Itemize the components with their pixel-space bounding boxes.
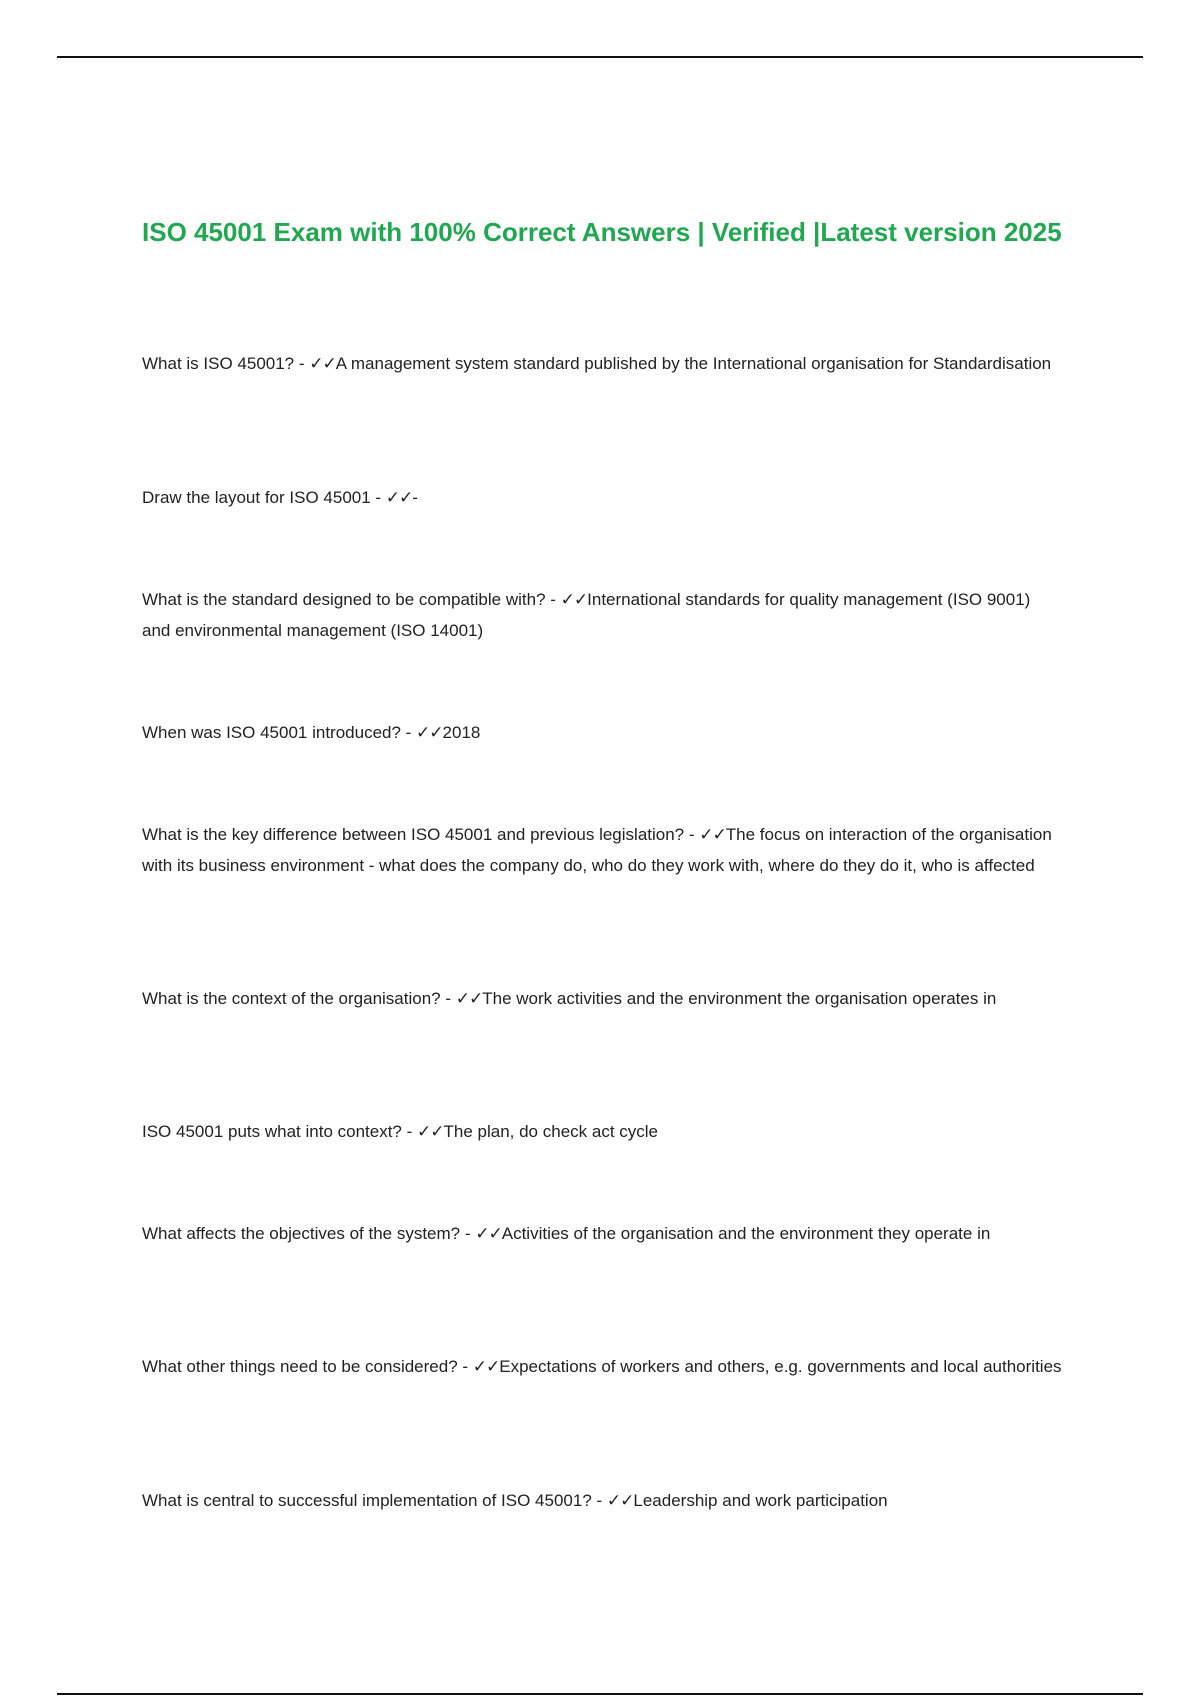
answer-text: The focus on interaction of the organisation with its business environment - what does the company do, who do they work with, where do they do it, who is affected <box>142 825 1052 875</box>
separator: - <box>457 1357 473 1376</box>
qa-item <box>142 1485 1062 1516</box>
separator: - <box>401 1122 417 1141</box>
question-text: What affects the objectives of the system? <box>142 1224 461 1243</box>
check-mark-icon: ✓✓ <box>475 1224 502 1243</box>
answer-text: The work activities and the environment the organisation operates in <box>482 989 997 1008</box>
question-text: What is ISO 45001? <box>142 354 295 373</box>
qa-item <box>142 1116 1062 1147</box>
qa-item <box>142 717 1062 748</box>
answer-text: - <box>412 488 418 507</box>
separator: - <box>440 989 456 1008</box>
answer-text: Leadership and work participation <box>633 1491 888 1510</box>
check-mark-icon: ✓✓ <box>417 1122 444 1141</box>
qa-item <box>142 819 1062 881</box>
qa-item <box>142 1218 1062 1249</box>
answer-text: 2018 <box>442 723 481 742</box>
question-text: When was ISO 45001 introduced? <box>142 723 401 742</box>
answer-text: The plan, do check act cycle <box>443 1122 659 1141</box>
check-mark-icon: ✓✓ <box>606 1491 634 1510</box>
separator: - <box>591 1491 607 1510</box>
separator: - <box>294 354 310 373</box>
question-text: What is the context of the organisation? <box>142 989 441 1008</box>
qa-item <box>142 584 1062 646</box>
document-title: ISO 45001 Exam with 100% Correct Answers | Verified |Latest version 2025 <box>142 217 1062 247</box>
separator: - <box>370 488 386 507</box>
separator: - <box>545 590 561 609</box>
check-mark-icon: ✓✓ <box>309 354 336 373</box>
qa-item <box>142 983 1062 1014</box>
bottom-rule <box>57 1693 1143 1695</box>
top-rule <box>57 56 1143 58</box>
answer-text: Activities of the organisation and the environment they operate in <box>501 1224 991 1243</box>
check-mark-icon: ✓✓ <box>416 723 443 742</box>
check-mark-icon: ✓✓ <box>560 590 588 609</box>
separator: - <box>400 723 417 742</box>
question-text: What is central to successful implementation of ISO 45001? <box>142 1491 592 1510</box>
check-mark-icon: ✓✓ <box>699 825 726 844</box>
question-text: ISO 45001 puts what into context? <box>142 1122 402 1141</box>
answer-text: Expectations of workers and others, e.g. governments and local authorities <box>499 1357 1062 1376</box>
qa-item <box>142 348 1062 379</box>
question-text: What is the key difference between ISO 45001 and previous legislation? <box>142 825 685 844</box>
check-mark-icon: ✓✓ <box>385 488 413 507</box>
qa-item <box>142 1351 1062 1382</box>
qa-item <box>142 482 1062 513</box>
check-mark-icon: ✓✓ <box>472 1357 500 1376</box>
check-mark-icon: ✓✓ <box>455 989 483 1008</box>
question-text: Draw the layout for ISO 45001 <box>142 488 371 507</box>
question-text: What other things need to be considered? <box>142 1357 458 1376</box>
question-text: What is the standard designed to be compatible with? <box>142 590 546 609</box>
separator: - <box>684 825 700 844</box>
answer-text: A management system standard published by the International organisation for Standardisation <box>335 354 1052 373</box>
answer-text: International standards for quality management (ISO 9001) and environmental management (ISO 14001) <box>142 590 1031 640</box>
separator: - <box>460 1224 476 1243</box>
